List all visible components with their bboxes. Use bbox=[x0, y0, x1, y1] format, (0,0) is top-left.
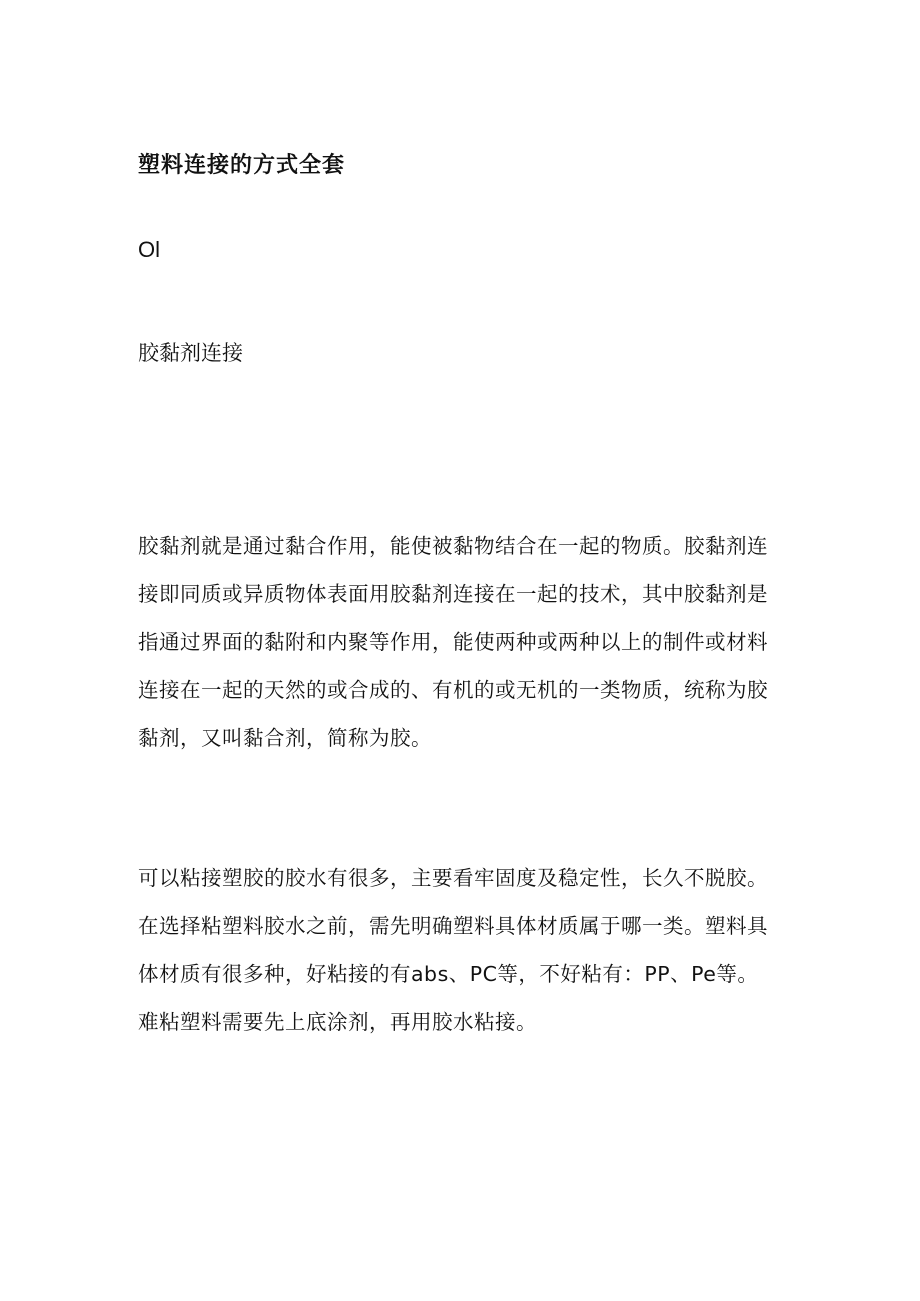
paragraph-line: 连接在一起的天然的或合成的、有机的或无机的一类物质，统称为胶 bbox=[138, 678, 768, 702]
section-number: Ol bbox=[138, 237, 160, 262]
paragraph-adhesive-definition bbox=[138, 522, 798, 762]
paragraph-plastic-glue bbox=[138, 854, 798, 1046]
paragraph-line: 胶黏剂就是通过黏合作用，能使被黏物结合在一起的物质。胶黏剂连 bbox=[138, 534, 768, 558]
paragraph-line: 难粘塑料需要先上底涂剂，再用胶水粘接。 bbox=[138, 1010, 537, 1034]
document-title: 塑料连接的方式全套 bbox=[138, 153, 346, 178]
section-heading: 胶黏剂连接 bbox=[138, 341, 243, 365]
paragraph-line: 在选择粘塑料胶水之前，需先明确塑料具体材质属于哪一类。塑料具 bbox=[138, 914, 768, 938]
paragraph-line: 可以粘接塑胶的胶水有很多，主要看牢固度及稳定性，长久不脱胶。 bbox=[138, 866, 768, 890]
paragraph-line: 黏剂，又叫黏合剂，简称为胶。 bbox=[138, 726, 432, 750]
paragraph-line: 指通过界面的黏附和内聚等作用，能使两种或两种以上的制件或材料 bbox=[138, 630, 768, 654]
paragraph-line: 体材质有很多种，好粘接的有abs、PC等，不好粘有：PP、Pe等。 bbox=[138, 962, 759, 986]
paragraph-line: 接即同质或异质物体表面用胶黏剂连接在一起的技术，其中胶黏剂是 bbox=[138, 582, 768, 606]
